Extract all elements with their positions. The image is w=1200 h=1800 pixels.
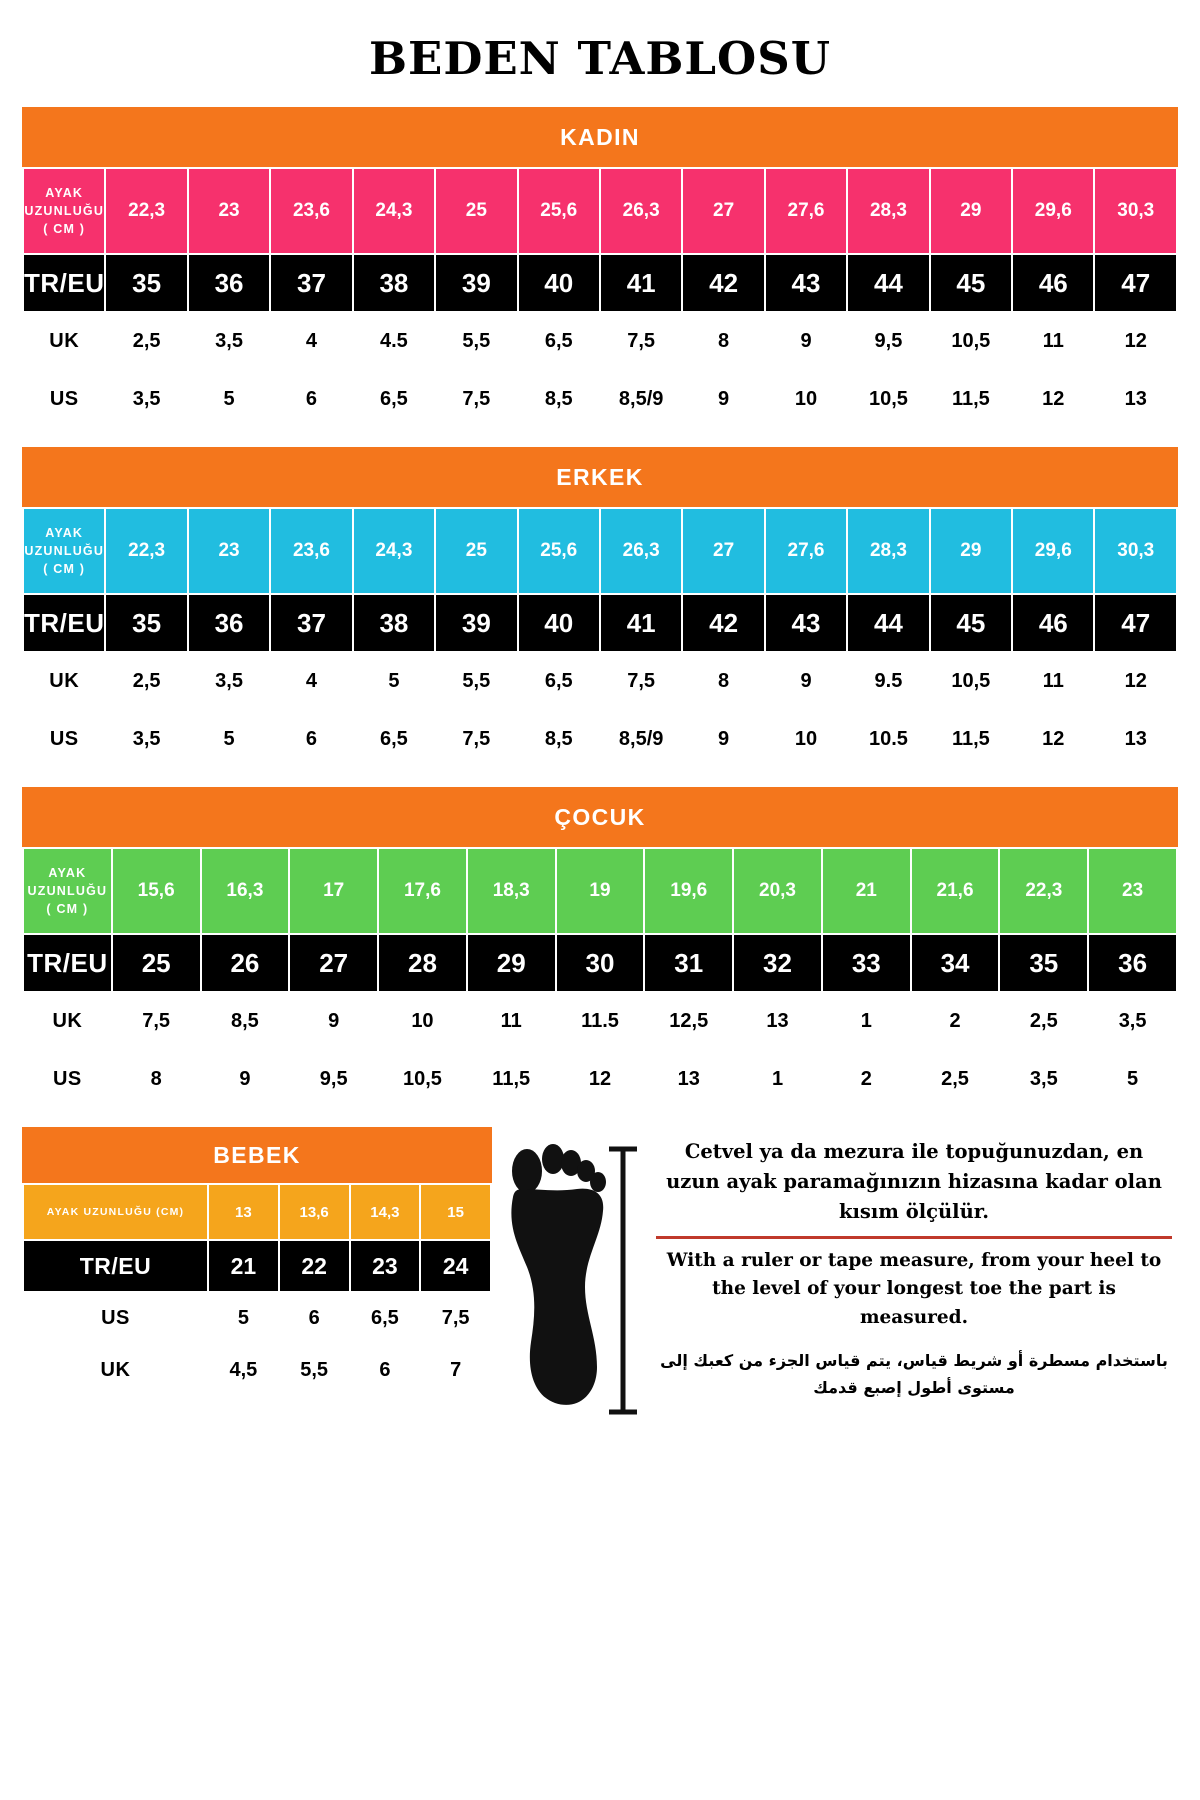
cell: 7,5	[600, 312, 682, 370]
cell: 24,3	[353, 508, 435, 594]
cell: 5,5	[435, 652, 517, 710]
cell: 31	[644, 934, 733, 992]
measure-label-line1: AYAK	[45, 185, 84, 200]
cell: 43	[765, 254, 847, 312]
cell: 21	[208, 1240, 279, 1292]
table-kadin	[22, 167, 1178, 429]
measure-label-line3: ( CM )	[46, 902, 89, 917]
foot-icon	[497, 1137, 637, 1437]
cell: 7,5	[600, 652, 682, 710]
cell: 37	[270, 594, 352, 652]
cell: 26,3	[600, 168, 682, 254]
section-title-cocuk: ÇOCUK	[22, 787, 1178, 847]
cell: 7,5	[420, 1292, 491, 1344]
cell: 38	[353, 594, 435, 652]
cell: 2,5	[105, 652, 187, 710]
cell: 8,5	[518, 370, 600, 428]
cell: 45	[930, 594, 1012, 652]
cell: 6,5	[518, 312, 600, 370]
cell: 10	[765, 370, 847, 428]
cell: 33	[822, 934, 911, 992]
cell: 12	[1094, 652, 1177, 710]
table-erkek	[22, 507, 1178, 769]
cell: 19	[556, 848, 645, 934]
table-row	[23, 254, 1177, 312]
cell: 3,5	[1088, 992, 1177, 1050]
cell: 29,6	[1012, 508, 1094, 594]
cell: 35	[999, 934, 1088, 992]
cell: 8	[682, 652, 764, 710]
cell: 12	[1012, 370, 1094, 428]
cell: 6,5	[353, 710, 435, 768]
measure-label-line2: UZUNLUĞU	[24, 203, 105, 218]
cell: 28,3	[847, 168, 929, 254]
row-label-uk: UK	[23, 312, 105, 370]
cell: 11	[1012, 652, 1094, 710]
cell: 3,5	[105, 710, 187, 768]
cell: 22,3	[105, 508, 187, 594]
cell: 7,5	[435, 370, 517, 428]
row-label-tr-eu: TR/EU	[23, 594, 105, 652]
cell: 4	[270, 312, 352, 370]
table-row	[23, 1240, 491, 1292]
section-title-bebek: BEBEK	[22, 1127, 492, 1183]
row-label-measure	[23, 848, 112, 934]
cell: 41	[600, 594, 682, 652]
cell: 35	[105, 594, 187, 652]
cell: 27	[682, 508, 764, 594]
cell: 10,5	[930, 312, 1012, 370]
cell: 10,5	[847, 370, 929, 428]
cell: 30,3	[1094, 168, 1177, 254]
cell: 21,6	[911, 848, 1000, 934]
cell: 15,6	[112, 848, 201, 934]
note-arabic: باستخدام مسطرة أو شريط قياس، يتم قياس الجزء من كعبك إلى مستوى أطول إصبع قدمك	[660, 1350, 1168, 1397]
cell: 5	[1088, 1050, 1177, 1108]
row-label-uk: UK	[23, 652, 105, 710]
row-label-uk: UK	[23, 1344, 208, 1396]
cell: 23	[188, 168, 270, 254]
cell: 27,6	[765, 508, 847, 594]
row-label-us: US	[23, 370, 105, 428]
cell: 6	[270, 710, 352, 768]
cell: 23	[350, 1240, 421, 1292]
cell: 36	[188, 254, 270, 312]
cell: 9,5	[289, 1050, 378, 1108]
row-label-us: US	[23, 1292, 208, 1344]
cell: 27	[289, 934, 378, 992]
section-kadin	[22, 107, 1178, 429]
cell: 5	[188, 710, 270, 768]
cell: 4	[270, 652, 352, 710]
cell: 40	[518, 594, 600, 652]
cell: 25,6	[518, 508, 600, 594]
measure-label-line3: ( CM )	[43, 222, 86, 237]
cell: 1	[733, 1050, 822, 1108]
cell: 12,5	[644, 992, 733, 1050]
cell: 30,3	[1094, 508, 1177, 594]
cell: 15	[420, 1184, 491, 1240]
cell: 9	[765, 652, 847, 710]
cell: 46	[1012, 594, 1094, 652]
cell: 9.5	[847, 652, 929, 710]
cell: 12	[556, 1050, 645, 1108]
cell: 10,5	[930, 652, 1012, 710]
page-title: BEDEN TABLOSU	[368, 32, 831, 85]
cell: 5,5	[279, 1344, 350, 1396]
cell: 4.5	[353, 312, 435, 370]
cell: 17	[289, 848, 378, 934]
cell: 11.5	[556, 992, 645, 1050]
cell: 35	[105, 254, 187, 312]
row-label-tr-eu: TR/EU	[23, 1240, 208, 1292]
cell: 11,5	[930, 370, 1012, 428]
cell: 5	[188, 370, 270, 428]
measure-label-line2: UZUNLUĞU	[24, 543, 105, 558]
cell: 40	[518, 254, 600, 312]
cell: 18,3	[467, 848, 556, 934]
cell: 8	[112, 1050, 201, 1108]
cell: 10.5	[847, 710, 929, 768]
measure-label-line2: UZUNLUĞU	[27, 883, 108, 898]
row-label-tr-eu: TR/EU	[23, 254, 105, 312]
section-erkek	[22, 447, 1178, 769]
cell: 29,6	[1012, 168, 1094, 254]
row-label-measure	[23, 508, 105, 594]
cell: 3,5	[999, 1050, 1088, 1108]
cell: 8,5	[201, 992, 290, 1050]
cell: 2,5	[999, 992, 1088, 1050]
cell: 3,5	[188, 312, 270, 370]
cell: 9	[765, 312, 847, 370]
cell: 5	[353, 652, 435, 710]
cell: 14,3	[350, 1184, 421, 1240]
cell: 9,5	[847, 312, 929, 370]
table-row	[23, 934, 1177, 992]
cell: 47	[1094, 254, 1177, 312]
cell: 25	[112, 934, 201, 992]
cell: 25	[435, 168, 517, 254]
section-title-kadin: KADIN	[22, 107, 1178, 167]
cell: 28,3	[847, 508, 929, 594]
cell: 44	[847, 594, 929, 652]
table-row	[23, 312, 1177, 370]
row-label-measure	[23, 168, 105, 254]
cell: 7	[420, 1344, 491, 1396]
cell: 1	[822, 992, 911, 1050]
cell: 11	[467, 992, 556, 1050]
cell: 34	[911, 934, 1000, 992]
cell: 23	[188, 508, 270, 594]
measure-instructions	[642, 1127, 1178, 1401]
cell: 25	[435, 508, 517, 594]
table-row	[23, 370, 1177, 428]
table-row	[23, 652, 1177, 710]
cell: 11,5	[930, 710, 1012, 768]
cell: 43	[765, 594, 847, 652]
cell: 20,3	[733, 848, 822, 934]
table-cocuk	[22, 847, 1178, 1109]
cell: 11,5	[467, 1050, 556, 1108]
measure-label-line1: AYAK	[48, 865, 87, 880]
cell: 27,6	[765, 168, 847, 254]
cell: 36	[188, 594, 270, 652]
cell: 13	[644, 1050, 733, 1108]
cell: 22,3	[105, 168, 187, 254]
cell: 10,5	[378, 1050, 467, 1108]
cell: 45	[930, 254, 1012, 312]
cell: 10	[378, 992, 467, 1050]
cell: 13,6	[279, 1184, 350, 1240]
cell: 3,5	[105, 370, 187, 428]
cell: 23,6	[270, 168, 352, 254]
measure-label-line3: ( CM )	[43, 562, 86, 577]
cell: 3,5	[188, 652, 270, 710]
cell: 36	[1088, 934, 1177, 992]
cell: 7,5	[112, 992, 201, 1050]
table-row	[23, 992, 1177, 1050]
cell: 24	[420, 1240, 491, 1292]
note-turkish: Cetvel ya da mezura ile topuğunuzdan, en uzun ayak paramağınızın hizasına kadar olan kısım ölçülür.	[666, 1140, 1162, 1224]
cell: 22	[279, 1240, 350, 1292]
cell: 46	[1012, 254, 1094, 312]
cell: 37	[270, 254, 352, 312]
cell: 5	[208, 1292, 279, 1344]
cell: 9	[201, 1050, 290, 1108]
note-divider	[656, 1236, 1172, 1239]
cell: 47	[1094, 594, 1177, 652]
cell: 12	[1012, 710, 1094, 768]
section-bebek	[22, 1127, 492, 1397]
cell: 23	[1088, 848, 1177, 934]
table-bebek	[22, 1183, 492, 1397]
cell: 13	[1094, 370, 1177, 428]
cell: 4,5	[208, 1344, 279, 1396]
bottom-area	[22, 1127, 1178, 1437]
cell: 21	[822, 848, 911, 934]
cell: 41	[600, 254, 682, 312]
cell: 30	[556, 934, 645, 992]
foot-illustration	[492, 1127, 642, 1437]
cell: 7,5	[435, 710, 517, 768]
cell: 2,5	[911, 1050, 1000, 1108]
cell: 13	[208, 1184, 279, 1240]
cell: 16,3	[201, 848, 290, 934]
cell: 8,5	[518, 710, 600, 768]
row-label-uk: UK	[23, 992, 112, 1050]
cell: 6,5	[350, 1292, 421, 1344]
cell: 8	[682, 312, 764, 370]
cell: 9	[682, 370, 764, 428]
cell: 26	[201, 934, 290, 992]
cell: 27	[682, 168, 764, 254]
cell: 10	[765, 710, 847, 768]
cell: 9	[682, 710, 764, 768]
cell: 28	[378, 934, 467, 992]
cell: 32	[733, 934, 822, 992]
row-label-us: US	[23, 1050, 112, 1108]
cell: 2	[911, 992, 1000, 1050]
cell: 2,5	[105, 312, 187, 370]
cell: 39	[435, 594, 517, 652]
cell: 6,5	[353, 370, 435, 428]
note-english: With a ruler or tape measure, from your heel to the level of your longest toe the part is measured.	[666, 1249, 1162, 1328]
section-bebek-wrapper	[22, 1127, 492, 1415]
cell: 6	[350, 1344, 421, 1396]
cell: 24,3	[353, 168, 435, 254]
cell: 42	[682, 254, 764, 312]
cell: 25,6	[518, 168, 600, 254]
cell: 13	[733, 992, 822, 1050]
cell: 29	[930, 508, 1012, 594]
table-row	[23, 594, 1177, 652]
cell: 13	[1094, 710, 1177, 768]
measure-label-line1: AYAK	[45, 525, 84, 540]
cell: 44	[847, 254, 929, 312]
cell: 2	[822, 1050, 911, 1108]
section-title-erkek: ERKEK	[22, 447, 1178, 507]
cell: 22,3	[999, 848, 1088, 934]
cell: 12	[1094, 312, 1177, 370]
cell: 5,5	[435, 312, 517, 370]
cell: 6,5	[518, 652, 600, 710]
row-label-tr-eu: TR/EU	[23, 934, 112, 992]
table-row	[23, 168, 1177, 254]
table-row	[23, 1292, 491, 1344]
table-row	[23, 1344, 491, 1396]
cell: 42	[682, 594, 764, 652]
cell: 29	[467, 934, 556, 992]
cell: 23,6	[270, 508, 352, 594]
cell: 29	[930, 168, 1012, 254]
cell: 6	[270, 370, 352, 428]
cell: 19,6	[644, 848, 733, 934]
table-row	[23, 710, 1177, 768]
cell: 11	[1012, 312, 1094, 370]
cell: 39	[435, 254, 517, 312]
table-row	[23, 848, 1177, 934]
cell: 6	[279, 1292, 350, 1344]
table-row	[23, 1050, 1177, 1108]
cell: 38	[353, 254, 435, 312]
row-label-measure: AYAK UZUNLUĞU (CM)	[23, 1184, 208, 1240]
table-row	[23, 1184, 491, 1240]
cell: 17,6	[378, 848, 467, 934]
section-cocuk	[22, 787, 1178, 1109]
cell: 26,3	[600, 508, 682, 594]
cell: 9	[289, 992, 378, 1050]
row-label-us: US	[23, 710, 105, 768]
cell: 8,5/9	[600, 370, 682, 428]
table-row	[23, 508, 1177, 594]
cell: 8,5/9	[600, 710, 682, 768]
